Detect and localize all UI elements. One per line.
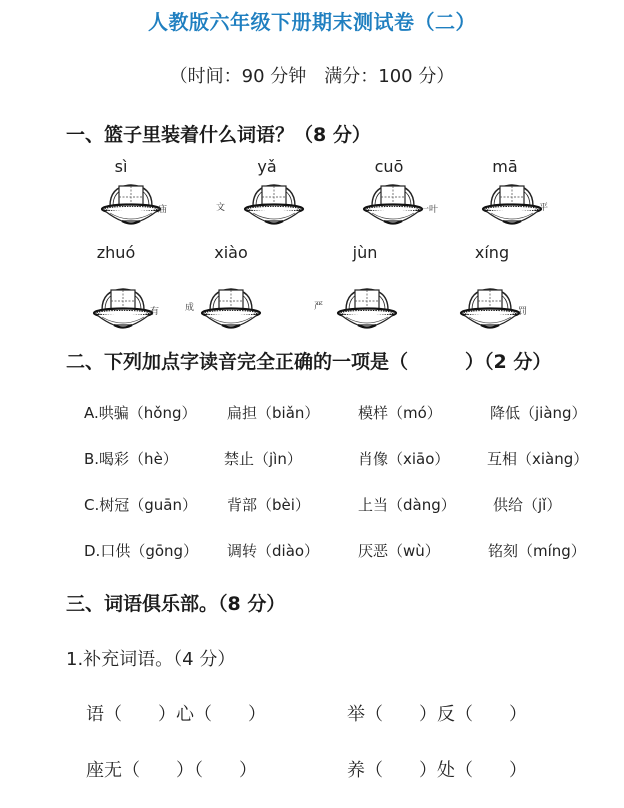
section3-heading: 三、词语俱乐部。（8 分）	[66, 593, 286, 615]
basket-with-grid-icon	[336, 286, 398, 330]
given-character: 严	[314, 302, 324, 312]
option-c-word2: 背部（bèi）	[227, 496, 310, 514]
option-c-word3: 上当（dàng）	[358, 496, 456, 514]
pinyin-label: sì	[114, 157, 128, 176]
section2-heading: 二、下列加点字读音完全正确的一项是（ ）（2 分）	[66, 351, 552, 373]
fill-blank-item[interactable]: 座无（ ）（ ）	[86, 760, 257, 781]
pinyin-label: mā	[492, 157, 518, 176]
option-c-word1[interactable]: C.树冠（guān）	[84, 496, 197, 514]
option-b-word3: 肖像（xiāo）	[358, 450, 450, 468]
given-character: 成	[185, 303, 195, 313]
option-a-word3: 模样（mó）	[358, 404, 442, 422]
given-character: 平	[539, 203, 549, 213]
fill-blank-item[interactable]: 举（ ）反（ ）	[347, 704, 527, 725]
given-character: 有	[150, 307, 160, 317]
basket-with-grid-icon	[200, 286, 262, 330]
option-d-word3: 厌恶（wù）	[358, 542, 440, 560]
pinyin-label: zhuó	[96, 243, 136, 262]
sub-question-heading: 1.补充词语。（4 分）	[66, 649, 236, 670]
given-character: 一叶	[420, 205, 439, 215]
page-title: 人教版六年级下册期末测试卷（二）	[148, 10, 476, 34]
option-b-word4: 互相（xiàng）	[487, 450, 589, 468]
option-b-word1[interactable]: B.喝彩（hè）	[84, 450, 178, 468]
option-a-word1[interactable]: A.哄骗（hǒng）	[84, 404, 197, 422]
basket-with-grid-icon	[481, 182, 543, 226]
option-a-word4: 降低（jiàng）	[490, 404, 587, 422]
option-b-word2: 禁止（jìn）	[224, 450, 302, 468]
fill-blank-item[interactable]: 养（ ）处（ ）	[347, 760, 527, 781]
fill-blank-item[interactable]: 语（ ）心（ ）	[86, 704, 266, 725]
basket-with-grid-icon	[92, 286, 154, 330]
pinyin-label: yǎ	[257, 157, 277, 176]
exam-info: （时间：90 分钟 满分：100 分）	[169, 66, 455, 87]
option-d-word1[interactable]: D.口供（gōng）	[84, 542, 199, 560]
basket-with-grid-icon	[100, 182, 162, 226]
option-d-word4: 铭刻（míng）	[488, 542, 586, 560]
pinyin-label: cuō	[374, 157, 404, 176]
option-c-word4: 供给（jǐ）	[493, 496, 562, 514]
given-character: 罚	[518, 307, 528, 317]
pinyin-label: jùn	[352, 243, 378, 262]
given-character: 文	[216, 203, 226, 213]
pinyin-label: xiào	[214, 243, 248, 262]
section1-heading: 一、篮子里装着什么词语？（8 分）	[66, 124, 371, 146]
option-d-word2: 调转（diào）	[227, 542, 320, 560]
basket-with-grid-icon	[459, 286, 521, 330]
given-character: 庙	[158, 205, 168, 215]
option-a-word2: 扁担（biǎn）	[227, 404, 320, 422]
basket-with-grid-icon	[362, 182, 424, 226]
basket-with-grid-icon	[243, 182, 305, 226]
pinyin-label: xíng	[474, 243, 510, 262]
